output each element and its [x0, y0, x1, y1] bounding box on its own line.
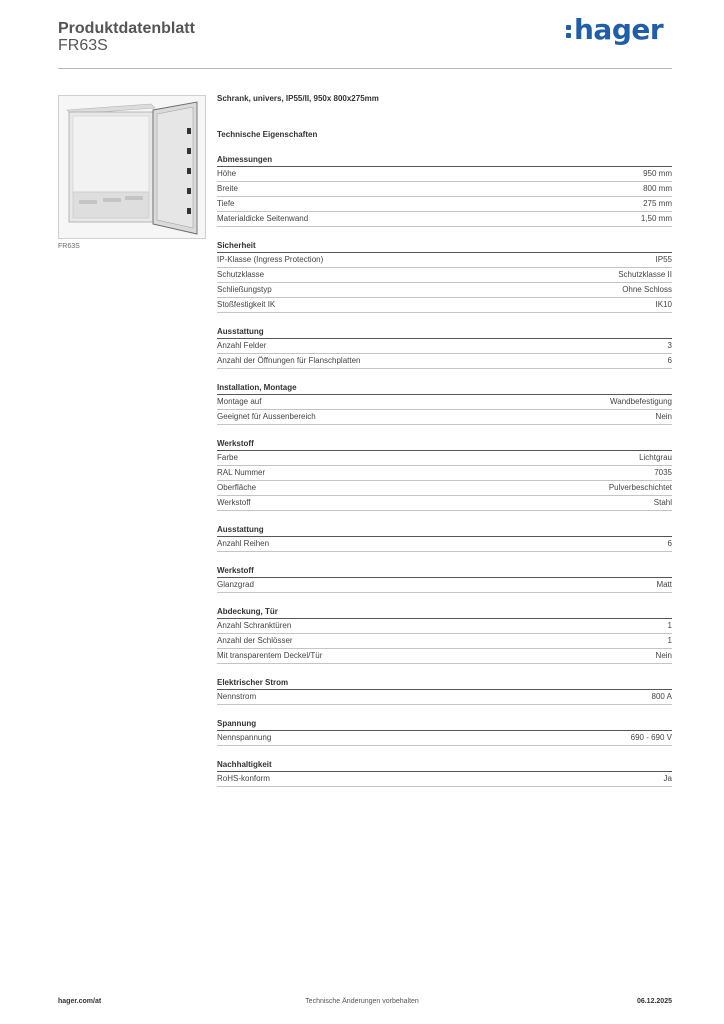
spec-label: Montage auf: [217, 397, 262, 406]
section-title: Nachhaltigkeit: [217, 759, 672, 772]
section-title: Abdeckung, Tür: [217, 606, 672, 619]
footer-website[interactable]: hager.com/at: [58, 998, 102, 1005]
spec-label: Nennstrom: [217, 692, 257, 701]
spec-value: Matt: [656, 580, 672, 589]
spec-label: Anzahl Schranktüren: [217, 621, 292, 630]
spec-value: 3: [667, 341, 672, 350]
spec-label: RAL Nummer: [217, 468, 266, 477]
spec-value: 1: [667, 636, 672, 645]
section-title: Installation, Montage: [217, 382, 672, 395]
spec-section: [217, 565, 672, 593]
product-description: Schrank, univers, IP55/II, 950x 800x275mm: [217, 94, 379, 103]
spec-value: 6: [667, 356, 672, 365]
spec-row: [217, 298, 672, 313]
spec-value: Ja: [663, 774, 672, 783]
spec-row: [217, 395, 672, 410]
spec-label: Anzahl der Schlösser: [217, 636, 293, 645]
spec-value: 800 mm: [643, 184, 672, 193]
spec-row: [217, 268, 672, 283]
cabinet-illustration: [59, 96, 205, 238]
spec-row: [217, 619, 672, 634]
spec-value: Nein: [655, 412, 672, 421]
spec-row: [217, 481, 672, 496]
section-title: Werkstoff: [217, 438, 672, 451]
spec-label: Schutzklasse: [217, 270, 265, 279]
spec-section: [217, 240, 672, 313]
spec-label: Tiefe: [217, 199, 235, 208]
spec-row: [217, 537, 672, 552]
header-divider: [58, 68, 672, 69]
spec-value: Schutzklasse II: [618, 270, 672, 279]
spec-value: IK10: [655, 300, 672, 309]
spec-value: Wandbefestigung: [610, 397, 672, 406]
spec-row: [217, 197, 672, 212]
spec-label: Oberfläche: [217, 483, 257, 492]
spec-label: Anzahl der Öffnungen für Flanschplatten: [217, 356, 361, 365]
spec-row: [217, 339, 672, 354]
section-title: Abmessungen: [217, 154, 672, 167]
spec-value: 275 mm: [643, 199, 672, 208]
document-title: Produktdatenblatt: [58, 20, 195, 37]
spec-row: [217, 731, 672, 746]
spec-section: [217, 154, 672, 227]
spec-row: [217, 167, 672, 182]
logo-text: hager: [574, 13, 664, 46]
spec-label: Mit transparentem Deckel/Tür: [217, 651, 323, 660]
spec-value: IP55: [655, 255, 672, 264]
spec-row: [217, 451, 672, 466]
image-caption: FR63S: [58, 243, 80, 250]
spec-label: Farbe: [217, 453, 238, 462]
spec-section: [217, 677, 672, 705]
spec-section: [217, 524, 672, 552]
section-title: Spannung: [217, 718, 672, 731]
spec-label: Geeignet für Aussenbereich: [217, 412, 316, 421]
spec-row: [217, 283, 672, 298]
spec-label: IP-Klasse (Ingress Protection): [217, 255, 324, 264]
spec-section: [217, 438, 672, 511]
product-code: FR63S: [58, 37, 108, 54]
spec-row: [217, 690, 672, 705]
product-image: [58, 95, 206, 239]
spec-label: Höhe: [217, 169, 237, 178]
section-title: Elektrischer Strom: [217, 677, 672, 690]
spec-section: [217, 382, 672, 425]
spec-label: Stoßfestigkeit IK: [217, 300, 276, 309]
spec-label: Glanzgrad: [217, 580, 254, 589]
spec-value: Stahl: [653, 498, 672, 507]
spec-label: Werkstoff: [217, 498, 251, 507]
section-title: Sicherheit: [217, 240, 672, 253]
spec-section: [217, 718, 672, 746]
spec-value: 800 A: [651, 692, 672, 701]
footer-date: 06.12.2025: [636, 998, 672, 1005]
content-column: [217, 92, 672, 787]
spec-value: 1,50 mm: [640, 214, 672, 223]
spec-section: [217, 759, 672, 787]
spec-value: 1: [667, 621, 672, 630]
spec-value: Ohne Schloss: [622, 285, 672, 294]
spec-value: Nein: [655, 651, 672, 660]
spec-row: [217, 496, 672, 511]
spec-row: [217, 354, 672, 369]
spec-section: [217, 326, 672, 369]
spec-label: Materialdicke Seitenwand: [217, 214, 309, 223]
spec-label: Anzahl Felder: [217, 341, 267, 350]
section-title: Ausstattung: [217, 326, 672, 339]
spec-row: [217, 466, 672, 481]
section-title: Werkstoff: [217, 565, 672, 578]
technical-properties-heading: Technische Eigenschaften: [217, 130, 318, 139]
spec-row: [217, 410, 672, 425]
spec-sections: [217, 154, 672, 787]
spec-row: [217, 182, 672, 197]
spec-value: 7035: [654, 468, 672, 477]
spec-row: [217, 634, 672, 649]
spec-section: [217, 606, 672, 664]
spec-value: Lichtgrau: [639, 453, 672, 462]
spec-row: [217, 578, 672, 593]
spec-label: Breite: [217, 184, 238, 193]
footer-disclaimer: Technische Änderungen vorbehalten: [305, 998, 419, 1005]
spec-value: 690 - 690 V: [630, 733, 672, 742]
spec-value: 950 mm: [643, 169, 672, 178]
spec-value: Pulverbeschichtet: [608, 483, 672, 492]
spec-row: [217, 772, 672, 787]
spec-value: 6: [667, 539, 672, 548]
spec-row: [217, 212, 672, 227]
spec-label: Anzahl Reihen: [217, 539, 270, 548]
section-title: Ausstattung: [217, 524, 672, 537]
spec-row: [217, 649, 672, 664]
spec-label: Schließungstyp: [217, 285, 272, 294]
hager-logo[interactable]: [566, 15, 663, 45]
logo-dots-icon: [566, 22, 572, 38]
spec-label: RoHS-konform: [217, 774, 270, 783]
spec-label: Nennspannung: [217, 733, 272, 742]
spec-row: [217, 253, 672, 268]
